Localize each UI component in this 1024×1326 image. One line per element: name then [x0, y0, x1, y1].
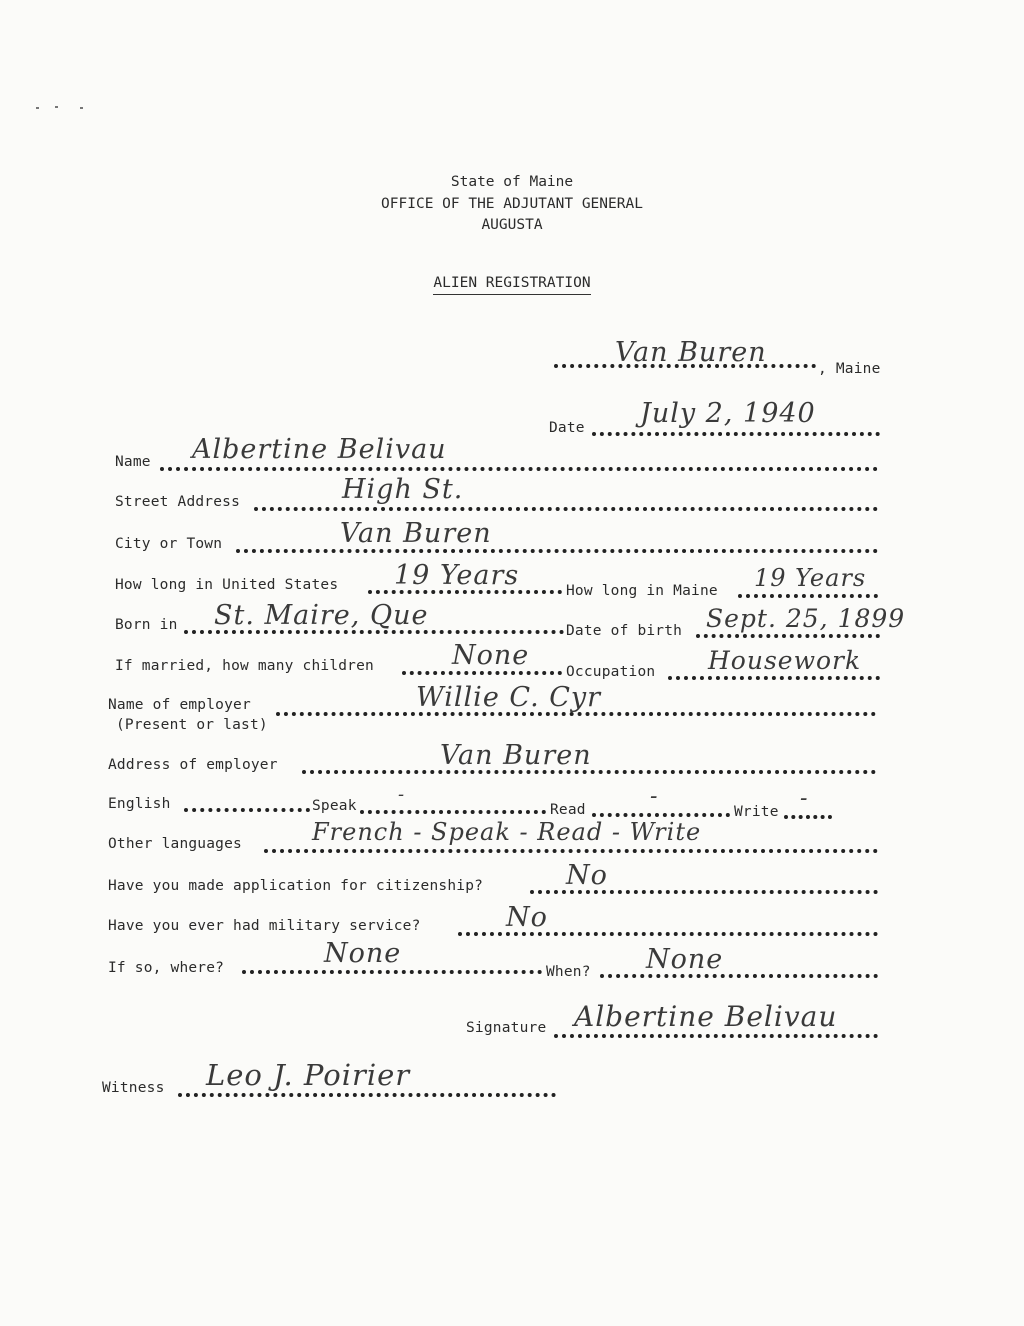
occupation-value: Housework [708, 646, 862, 675]
when-value: None [646, 944, 724, 975]
place-value: Van Buren [615, 337, 767, 368]
street-line [254, 507, 878, 511]
scan-speck [80, 107, 83, 109]
city-label: City or Town [115, 536, 223, 552]
dob-value: Sept. 25, 1899 [706, 604, 906, 633]
children-label: If married, how many children [115, 658, 374, 674]
header-office: OFFICE OF THE ADJUTANT GENERAL [381, 196, 643, 212]
other-languages-value: French - Speak - Read - Write [312, 818, 702, 846]
form-title: ALIEN REGISTRATION [433, 275, 590, 295]
when-line [600, 974, 878, 978]
write-value: - [800, 786, 809, 811]
form-title-wrap [0, 275, 1024, 291]
read-label: Read [550, 802, 586, 818]
name-label: Name [115, 454, 151, 470]
years-maine-label: How long in Maine [566, 583, 718, 599]
signature-value: Albertine Belivau [574, 1000, 838, 1033]
write-line [784, 815, 832, 819]
write-label: Write [734, 804, 779, 820]
military-label: Have you ever had military service? [108, 918, 421, 934]
header-state: State of Maine [450, 174, 574, 190]
children-line [402, 671, 562, 675]
where-label: If so, where? [108, 960, 225, 976]
city-value: Van Buren [340, 518, 492, 549]
when-label: When? [546, 964, 591, 980]
employer-sublabel: (Present or last) [116, 717, 268, 733]
occupation-line [668, 676, 880, 680]
born-value: St. Maire, Que [214, 600, 429, 631]
employer-address-value: Van Buren [440, 740, 592, 771]
speak-label: Speak [312, 798, 357, 814]
english-line [184, 808, 310, 812]
city-line [236, 549, 878, 553]
employer-value: Willie C. Cyr [416, 682, 602, 713]
where-value: None [324, 938, 402, 969]
date-line [592, 432, 880, 436]
signature-line [554, 1034, 878, 1038]
dob-line [696, 634, 880, 638]
witness-line [178, 1093, 556, 1097]
years-us-value: 19 Years [394, 560, 520, 591]
name-line [160, 467, 878, 471]
date-value: July 2, 1940 [640, 398, 816, 429]
date-label: Date [549, 420, 585, 436]
header-city: AUGUSTA [481, 217, 543, 233]
read-value: - [650, 784, 659, 809]
children-value: None [452, 640, 530, 671]
born-label: Born in [115, 617, 178, 633]
speak-line [360, 810, 546, 814]
years-maine-line [738, 594, 878, 598]
place-suffix: , Maine [818, 361, 881, 377]
citizenship-value: No [566, 860, 608, 891]
scan-speck [36, 107, 39, 109]
employer-label: Name of employer [108, 697, 251, 713]
years-maine-value: 19 Years [754, 564, 867, 592]
citizenship-label: Have you made application for citizenship? [108, 878, 484, 894]
witness-label: Witness [102, 1080, 165, 1096]
dob-label: Date of birth [566, 623, 683, 639]
signature-label: Signature [466, 1020, 547, 1036]
read-line [592, 813, 730, 817]
name-value: Albertine Belivau [192, 434, 447, 465]
witness-value: Leo J. Poirier [206, 1058, 411, 1092]
street-label: Street Address [115, 494, 241, 510]
english-label: English [108, 796, 171, 812]
speak-value: - [398, 784, 406, 805]
military-value: No [506, 902, 548, 933]
other-languages-label: Other languages [108, 836, 242, 852]
where-line [242, 970, 542, 974]
employer-address-label: Address of employer [108, 757, 278, 773]
occupation-label: Occupation [566, 664, 656, 680]
street-value: High St. [342, 474, 464, 505]
other-languages-line [264, 849, 878, 853]
years-us-label: How long in United States [115, 577, 339, 593]
scan-speck [55, 106, 58, 108]
